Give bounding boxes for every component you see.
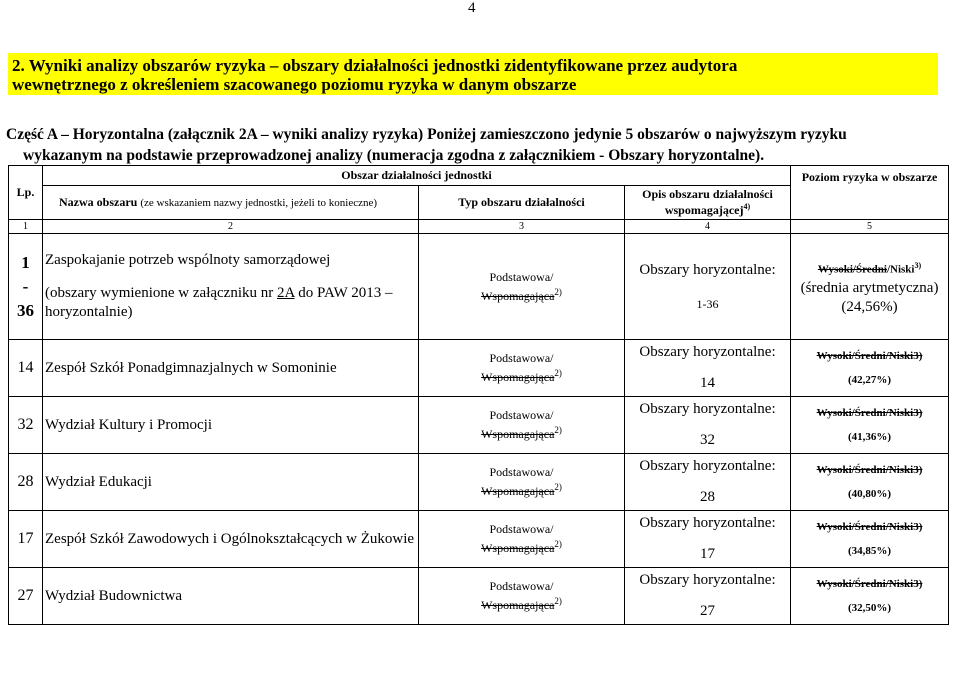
row-risk-level: Wysoki/Średni/Niski3) (42,27%) xyxy=(791,340,949,397)
row-lp: 27 xyxy=(9,568,43,625)
row-risk-level: Wysoki/Średni/Niski$^{3)}$ (średnia arytmetyczna) (24,56%) xyxy=(791,234,949,340)
header-area-description-label: Opis obszaru działalności wspomagającej xyxy=(642,187,773,217)
table-row xyxy=(9,454,949,511)
row-area-name: Wydział Kultury i Promocji xyxy=(43,397,419,454)
risk-areas-table xyxy=(8,165,949,625)
row-area-name: Wydział Budownictwa xyxy=(43,568,419,625)
header-area-description-sup: 4) xyxy=(743,202,751,211)
row-lp: 17 xyxy=(9,511,43,568)
row-lp: 14 xyxy=(9,340,43,397)
row-area-description: Obszary horyzontalne: 27 xyxy=(625,568,791,625)
header-area-name-note: (ze wskazaniem nazwy jednostki, jeżeli to konieczne) xyxy=(140,197,378,209)
type-supporting-struck: Wspomagająca xyxy=(481,288,555,303)
type-primary: Podstawowa/ xyxy=(489,269,554,284)
row-area-type: Podstawowa/ Wspomagająca$^{2)}$ xyxy=(419,568,625,625)
column-numbers-row xyxy=(9,220,949,234)
header-lp: Lp. xyxy=(9,166,43,220)
description-label: Obszary horyzontalne: xyxy=(639,261,776,278)
row-area-type: Podstawowa/ Wspomagająca$^{2)}$ xyxy=(419,511,625,568)
lp-range-from: 1 xyxy=(21,252,30,272)
part-a-intro-line-1: Część A – Horyzontalna (załącznik 2A – wyniki analizy ryzyka) Poniżej zamieszczono jedynie 5 obszarów o najwyższym ryzyku xyxy=(6,126,847,143)
section-heading-line-1: 2. Wyniki analizy obszarów ryzyka – obszary działalności jednostki zidentyfikowane przez audytora xyxy=(12,56,738,75)
header-risk-level: Poziom ryzyka w obszarze xyxy=(791,166,949,220)
table-row-summary xyxy=(9,234,949,340)
lp-range-to: 36 xyxy=(17,300,34,320)
section-heading-line-2: wewnętrznego z określeniem szacowanego poziomu ryzyka w danym obszarze xyxy=(12,75,577,94)
description-range: 1-36 xyxy=(696,296,719,311)
row-area-name: Zespół Szkół Ponadgimnazjalnych w Somoninie xyxy=(43,340,419,397)
table-row xyxy=(9,340,949,397)
header-area-description xyxy=(625,186,791,220)
table-header-row xyxy=(9,166,949,186)
row-risk-level: Wysoki/Średni/Niski3) (32,50%) xyxy=(791,568,949,625)
column-number: 5 xyxy=(791,220,949,234)
section-heading xyxy=(8,53,938,95)
table-row xyxy=(9,397,949,454)
header-area-name-label: Nazwa obszaru xyxy=(59,195,138,209)
row-risk-level: Wysoki/Średni/Niski3) (34,85%) xyxy=(791,511,949,568)
row-risk-level: Wysoki/Średni/Niski3) (40,80%) xyxy=(791,454,949,511)
row-area-description: Obszary horyzontalne: 14 xyxy=(625,340,791,397)
column-number: 4 xyxy=(625,220,791,234)
table-row xyxy=(9,568,949,625)
risk-struck-levels: Wysoki/Średni xyxy=(817,263,887,276)
row-lp: 28 xyxy=(9,454,43,511)
risk-mean-label: (średnia arytmetyczna) xyxy=(800,280,939,297)
table-row xyxy=(9,511,949,568)
row-area-description: Obszary horyzontalne: 28 xyxy=(625,454,791,511)
header-activity-area: Obszar działalności jednostki xyxy=(43,166,791,186)
lp-range-dash: - xyxy=(22,276,29,296)
column-number: 3 xyxy=(419,220,625,234)
area-name-main: Zaspokajanie potrzeb wspólnoty samorządowej xyxy=(45,252,331,268)
header-area-type: Typ obszaru działalności xyxy=(419,186,625,220)
part-a-intro xyxy=(6,124,960,166)
row-area-type: Podstawowa/ Wspomagająca$^{2)}$ xyxy=(419,454,625,511)
attachment-link[interactable]: 2A xyxy=(277,285,295,301)
row-area-type: Podstawowa/ Wspomagająca$^{2)}$ xyxy=(419,234,625,340)
row-area-type: Podstawowa/ Wspomagająca$^{2)}$ xyxy=(419,397,625,454)
page-number: 4 xyxy=(468,0,476,16)
row-area-description xyxy=(625,234,791,340)
row-lp-range xyxy=(9,234,43,340)
part-a-intro-line-2: wykazanym na podstawie przeprowadzonej analizy (numeracja zgodna z załącznikiem - Obszary horyzontalne). xyxy=(23,147,765,164)
row-area-type: Podstawowa/ Wspomagająca$^{2)}$ xyxy=(419,340,625,397)
row-lp: 32 xyxy=(9,397,43,454)
row-area-description: Obszary horyzontalne: 17 xyxy=(625,511,791,568)
risk-mean-value: (24,56%) xyxy=(841,299,898,316)
row-risk-level: Wysoki/Średni/Niski3) (41,36%) xyxy=(791,397,949,454)
column-number: 2 xyxy=(43,220,419,234)
area-name-note: (obszary wymienione w załączniku nr 2A do PAW 2013 – horyzontalnie) xyxy=(45,285,393,320)
row-area-description: Obszary horyzontalne: 32 xyxy=(625,397,791,454)
row-area-name: Zespół Szkół Zawodowych i Ogólnokształcących w Żukowie xyxy=(43,511,419,568)
row-area-name xyxy=(43,234,419,340)
header-area-name xyxy=(43,186,419,220)
row-area-name: Wydział Edukacji xyxy=(43,454,419,511)
column-number: 1 xyxy=(9,220,43,234)
